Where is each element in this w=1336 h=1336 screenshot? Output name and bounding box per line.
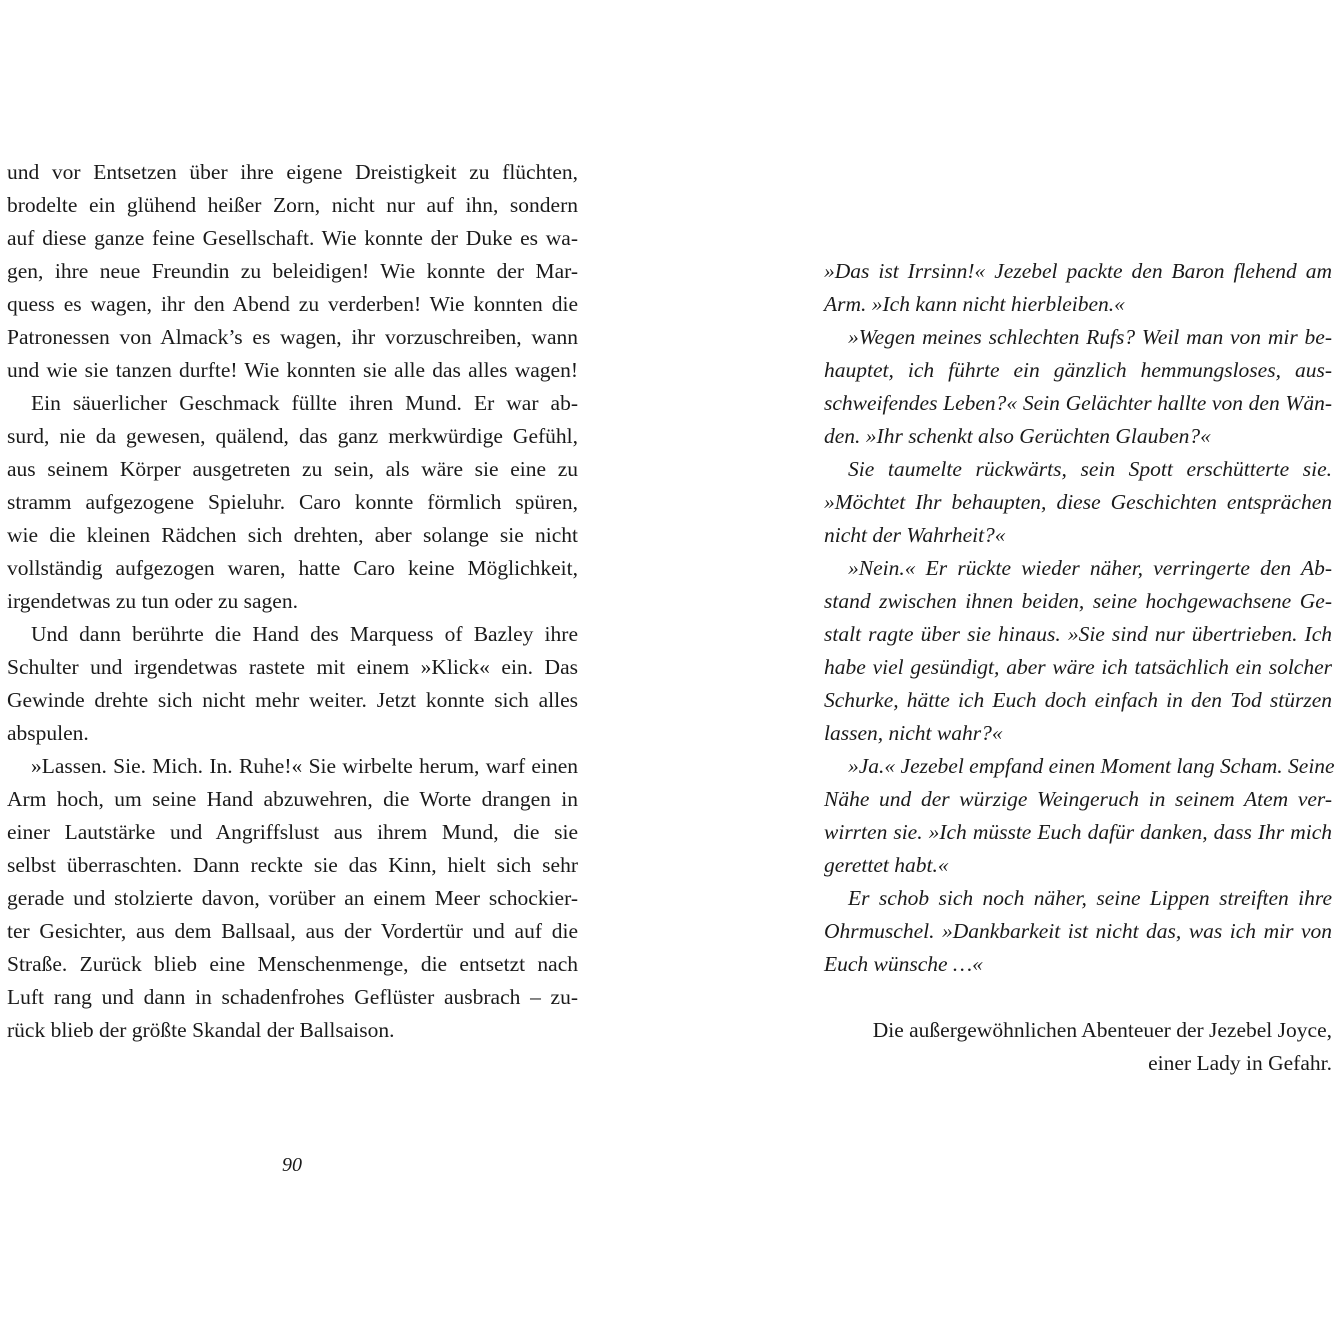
left-line: Arm hoch, um seine Hand abzuwehren, die Worte drangen in — [7, 787, 578, 811]
left-line: vollständig aufgezogen waren, hatte Caro keine Möglichkeit, — [7, 556, 578, 580]
right-page — [668, 0, 1336, 1336]
left-line: Schulter und irgendetwas rastete mit einem »Klick« ein. Das — [7, 655, 578, 679]
left-line: ter Gesichter, aus dem Ballsaal, aus der Vordertür und auf die — [7, 919, 578, 943]
right-line: stalt ragte über sie hinaus. »Sie sind nur übertrieben. Ich — [824, 622, 1332, 646]
left-line: stramm aufgezogene Spieluhr. Caro konnte förmlich spüren, — [7, 490, 578, 514]
left-line: Straße. Zurück blieb eine Menschenmenge, die entsetzt nach — [7, 952, 578, 976]
signoff-line: einer Lady in Gefahr. — [1148, 1051, 1332, 1075]
right-line: Er schob sich noch näher, seine Lippen streiften ihre — [848, 886, 1332, 910]
right-line: Schurke, hätte ich Euch doch einfach in den Tod stürzen — [824, 688, 1332, 712]
left-line: wie die kleinen Rädchen sich drehten, aber solange sie nicht — [7, 523, 578, 547]
right-line: gerettet habt.« — [824, 853, 949, 877]
left-line: gen, ihre neue Freundin zu beleidigen! Wie konnte der Mar- — [7, 259, 578, 283]
left-line: einer Lautstärke und Angriffslust aus ihrem Mund, die sie — [7, 820, 578, 844]
left-line: aus seinem Körper ausgetreten zu sein, als wäre sie eine zu — [7, 457, 578, 481]
right-line: den. »Ihr schenkt also Gerüchten Glauben?« — [824, 424, 1211, 448]
left-line: selbst überraschten. Dann reckte sie das Kinn, hielt sich sehr — [7, 853, 578, 877]
left-line: abspulen. — [7, 721, 89, 745]
left-line: »Lassen. Sie. Mich. In. Ruhe!« Sie wirbelte herum, warf einen — [31, 754, 578, 778]
left-line: irgendetwas zu tun oder zu sagen. — [7, 589, 298, 613]
left-line: surd, nie da gewesen, quälend, das ganz merkwürdige Gefühl, — [7, 424, 578, 448]
signoff-line: Die außergewöhnlichen Abenteuer der Jezebel Joyce, — [872, 1018, 1332, 1042]
right-line: lassen, nicht wahr?« — [824, 721, 1003, 745]
left-line: Patronessen von Almack’s es wagen, ihr vorzuschreiben, wann — [7, 325, 578, 349]
left-line: und wie sie tanzen durfte! Wie konnten sie alle das alles wagen! — [7, 358, 578, 382]
right-line: Arm. »Ich kann nicht hierbleiben.« — [824, 292, 1125, 316]
right-line: hauptet, ich führte ein gänzlich hemmungsloses, aus- — [824, 358, 1332, 382]
right-line: »Wegen meines schlechten Rufs? Weil man von mir be- — [848, 325, 1332, 349]
right-line: »Nein.« Er rückte wieder näher, verringerte den Ab- — [848, 556, 1332, 580]
right-line: Ohrmuschel. »Dankbarkeit ist nicht das, was ich mir von — [824, 919, 1332, 943]
right-line: nicht der Wahrheit?« — [824, 523, 1006, 547]
left-line: Luft rang und dann in schadenfrohes Geflüster ausbrach – zu- — [7, 985, 578, 1009]
left-line: und vor Entsetzen über ihre eigene Dreistigkeit zu flüchten, — [7, 160, 578, 184]
right-line: wirrten sie. »Ich müsste Euch dafür danken, dass Ihr mich — [824, 820, 1332, 844]
right-line: Sie taumelte rückwärts, sein Spott erschütterte sie. — [848, 457, 1332, 481]
left-line: auf diese ganze feine Gesellschaft. Wie konnte der Duke es wa- — [7, 226, 578, 250]
left-line: Und dann berührte die Hand des Marquess of Bazley ihre — [31, 622, 578, 646]
right-line: »Ja.« Jezebel empfand einen Moment lang Scham. Seine — [848, 754, 1335, 778]
right-line: »Das ist Irrsinn!« Jezebel packte den Baron flehend am — [824, 259, 1332, 283]
left-line: quess es wagen, ihr den Abend zu verderben! Wie konnten die — [7, 292, 578, 316]
left-line: brodelte ein glühend heißer Zorn, nicht nur auf ihn, sondern — [7, 193, 578, 217]
left-line: rück blieb der größte Skandal der Ballsaison. — [7, 1018, 395, 1042]
left-line: Gewinde drehte sich nicht mehr weiter. Jetzt konnte sich alles — [7, 688, 578, 712]
left-line: gerade und stolzierte davon, vorüber an einem Meer schockier- — [7, 886, 578, 910]
right-line: stand zwischen ihnen beiden, seine hochgewachsene Ge- — [824, 589, 1332, 613]
page-number: 90 — [282, 1154, 302, 1176]
right-line: Euch wünsche …« — [824, 952, 983, 976]
right-line: habe viel gesündigt, aber wäre ich tatsächlich ein solcher — [824, 655, 1332, 679]
right-line: Nähe und der würzige Weingeruch in seinem Atem ver- — [824, 787, 1332, 811]
right-line: schweifendes Leben?« Sein Gelächter hallte von den Wän- — [824, 391, 1332, 415]
right-line: »Möchtet Ihr behaupten, diese Geschichten entsprächen — [824, 490, 1332, 514]
left-line: Ein säuerlicher Geschmack füllte ihren Mund. Er war ab- — [31, 391, 578, 415]
